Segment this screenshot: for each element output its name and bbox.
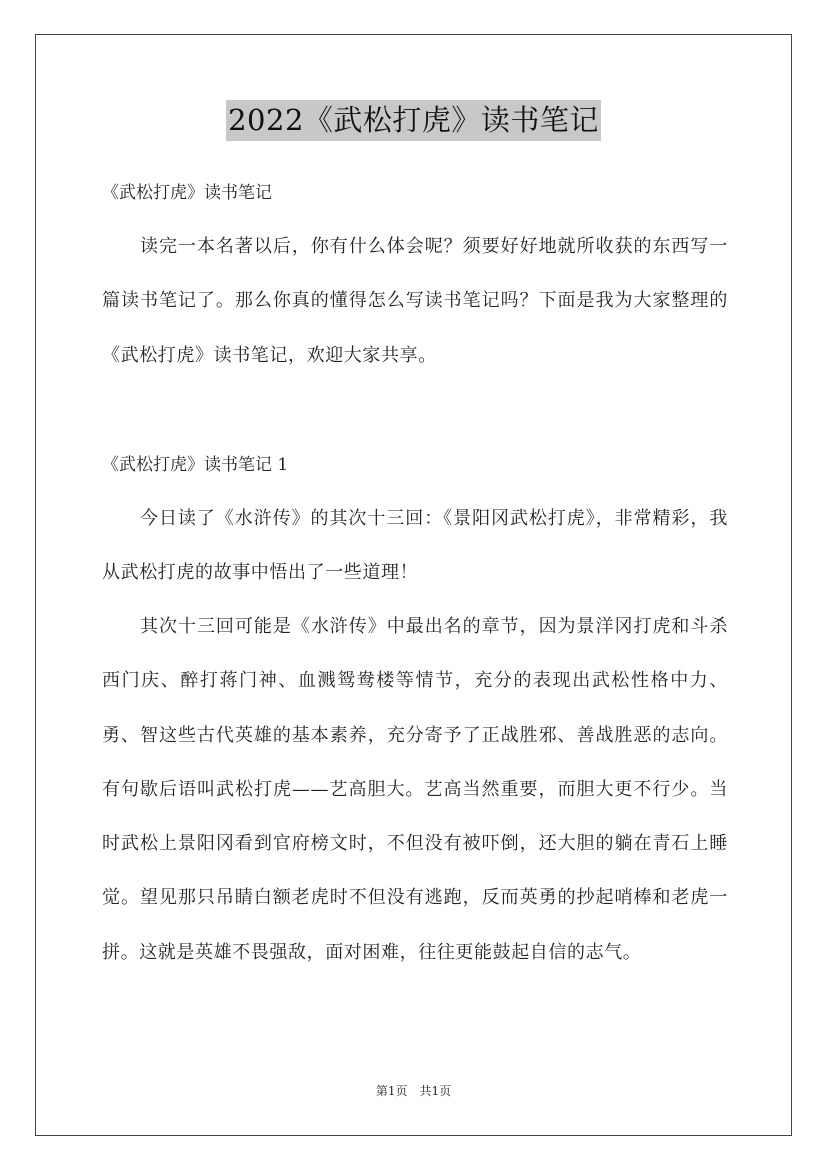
page-footer: 第1页 共1页 — [375, 1084, 452, 1098]
document-title: 2022《武松打虎》读书笔记 — [226, 100, 601, 141]
intro-heading: 《武松打虎》读书笔记 — [102, 183, 272, 203]
section-paragraph-1: 今日读了《水浒传》的其次十三回：《景阳冈武松打虎》，非常精彩，我从武松打虎的故事中悟出了一些道理！ — [102, 508, 728, 584]
section-heading: 《武松打虎》读书笔记 1 — [102, 455, 289, 475]
intro-paragraph: 读完一本名著以后，你有什么体会呢？须要好好地就所收获的东西写一篇读书笔记了。那么你真的懂得怎么写读书笔记吗？下面是我为大家整理的《武松打虎》读书笔记，欢迎大家共享。 — [102, 236, 728, 366]
title-container — [0, 100, 827, 141]
section-paragraph-2: 其次十三回可能是《水浒传》中最出名的章节，因为景洋冈打虎和斗杀西门庆、醉打蒋门神、血溅鸳鸯楼等情节，充分的表现出武松性格中力、勇、智这些古代英雄的基本素养，充分寄予了正战胜邪、善战胜恶的志向。有句歇后语叫武松打虎——艺高胆大。艺高当然重要，而胆大更不行少。当时武松上景阳冈看到官府榜文时，不但没有被吓倒，还大胆的躺在青石上睡觉。望见那只吊睛白额老虎时不但没有逃跑，反而英勇的抄起哨棒和老虎一拼。这就是英雄不畏强敌，面对困难，往往更能鼓起自信的志气。 — [102, 616, 728, 963]
